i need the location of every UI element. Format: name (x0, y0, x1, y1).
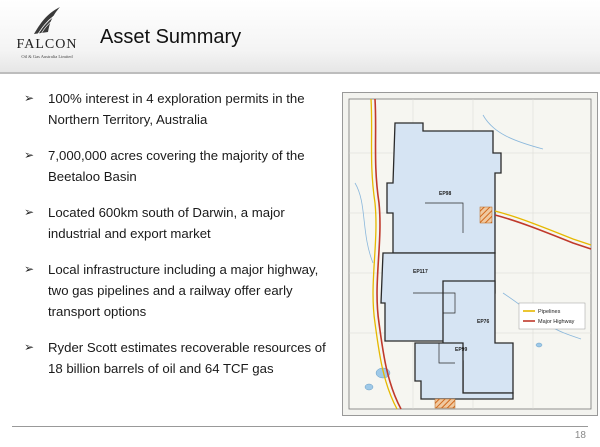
footer-divider (12, 426, 588, 427)
permit-map-graphic (343, 93, 597, 415)
bullet-item (18, 337, 338, 379)
hatched-area (480, 207, 492, 223)
permit-label-ep99: EP99 (455, 347, 468, 353)
arrow-bullet-icon: ➢ (24, 340, 35, 354)
arrow-bullet-icon: ➢ (24, 262, 35, 276)
permit-label-ep117: EP117 (413, 269, 428, 275)
logo-wordmark: FALCON (16, 37, 78, 52)
legend-highway: Major Highway (538, 319, 575, 325)
legend-pipelines: Pipelines (538, 309, 561, 315)
permit-ep98 (387, 123, 501, 253)
bullet-text: Ryder Scott estimates recoverable resources of 18 billion barrels of oil and 64 TCF gas (48, 340, 326, 376)
falcon-wing-icon (32, 6, 62, 36)
arrow-bullet-icon: ➢ (24, 148, 35, 162)
bullet-text: Local infrastructure including a major highway, two gas pipelines and a railway offer early transport options (48, 262, 319, 319)
logo-tagline: Oil & Gas Australia Limited (21, 54, 73, 59)
legend-box (519, 303, 585, 329)
header-band (0, 0, 600, 72)
bullet-text: 7,000,000 acres covering the majority of the Beetaloo Basin (48, 148, 305, 184)
bullet-list (18, 88, 338, 394)
permit-map (342, 92, 598, 416)
page-number: 18 (574, 430, 586, 441)
bullet-text: 100% interest in 4 exploration permits in the Northern Territory, Australia (48, 91, 305, 127)
arrow-bullet-icon: ➢ (24, 91, 35, 105)
permit-label-ep98: EP98 (439, 191, 452, 197)
bullet-item (18, 202, 338, 244)
arrow-bullet-icon: ➢ (24, 205, 35, 219)
bullet-item (18, 88, 338, 130)
bullet-text: Located 600km south of Darwin, a major industrial and export market (48, 205, 285, 241)
bullet-item (18, 145, 338, 187)
company-logo (6, 6, 88, 68)
hatched-area (435, 399, 455, 408)
bullet-item (18, 259, 338, 322)
title-divider (0, 72, 600, 74)
slide-title: Asset Summary (100, 26, 242, 48)
map-legend (519, 303, 585, 329)
permit-label-ep76: EP76 (477, 319, 490, 325)
